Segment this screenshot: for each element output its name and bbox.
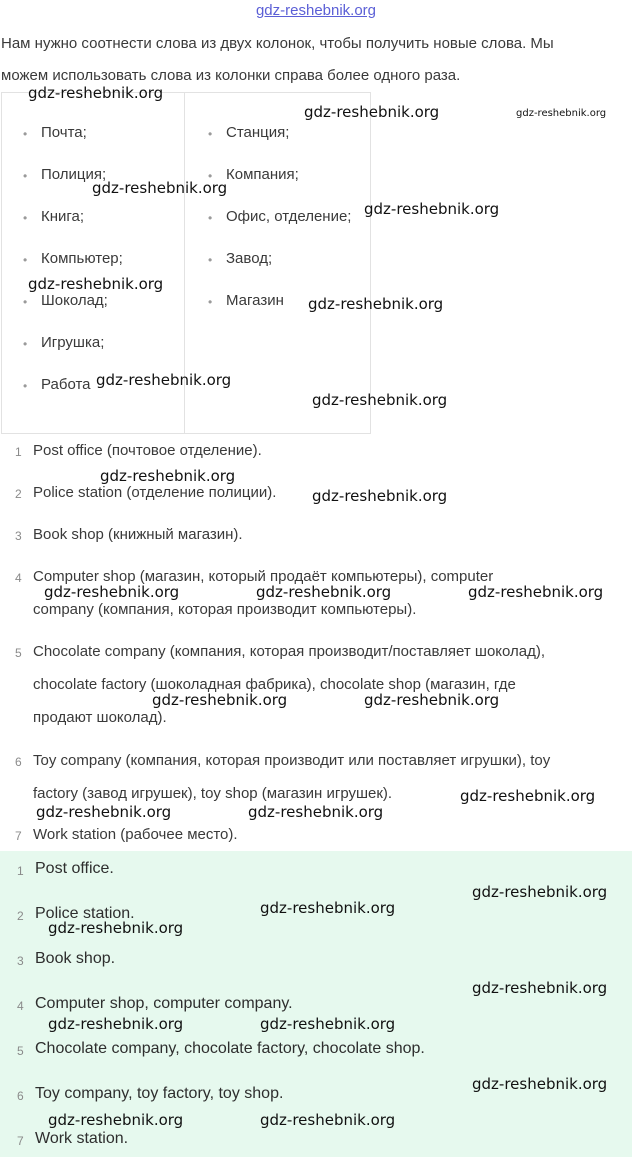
table-right-item: Компания;	[226, 166, 299, 183]
explanation-number: 5	[15, 646, 22, 660]
watermark: gdz-reshebnik.org	[312, 487, 448, 505]
watermark: gdz-reshebnik.org	[92, 179, 228, 197]
answer-number: 6	[17, 1089, 24, 1103]
watermark: gdz-reshebnik.org	[516, 108, 607, 119]
answer-number: 4	[17, 999, 24, 1013]
answer-7: Work station.	[35, 1130, 129, 1147]
bullet-icon: •	[23, 211, 28, 225]
watermark: gdz-reshebnik.org	[304, 103, 440, 121]
table-left-item: Компьютер;	[41, 250, 123, 267]
explanation-number: 2	[15, 487, 22, 501]
answer-6: Toy company, toy factory, toy shop.	[35, 1085, 284, 1102]
explanation-number: 3	[15, 529, 22, 543]
explanation-4-line-2: company (компания, которая производит компьютеры).	[33, 601, 417, 618]
watermark: gdz-reshebnik.org	[260, 1111, 396, 1129]
explanation-7: Work station (рабочее место).	[33, 826, 238, 843]
watermark: gdz-reshebnik.org	[152, 691, 288, 709]
watermark: gdz-reshebnik.org	[44, 583, 180, 601]
table-right-item: Завод;	[226, 250, 273, 267]
watermark: gdz-reshebnik.org	[36, 803, 172, 821]
watermark: gdz-reshebnik.org	[28, 84, 164, 102]
bullet-icon: •	[208, 211, 213, 225]
watermark: gdz-reshebnik.org	[48, 1111, 184, 1129]
bullet-icon: •	[208, 169, 213, 183]
answer-number: 3	[17, 954, 24, 968]
table-left-item: Игрушка;	[41, 334, 105, 351]
watermark: gdz-reshebnik.org	[364, 691, 500, 709]
watermark: gdz-reshebnik.org	[248, 803, 384, 821]
table-left-item: Работа	[41, 376, 91, 393]
table-left-item: Книга;	[41, 208, 85, 225]
explanation-5-line-2: chocolate factory (шоколадная фабрика), chocolate shop (магазин, где	[33, 676, 516, 693]
explanation-number: 6	[15, 755, 22, 769]
explanation-5-line-3: продают шоколад).	[33, 709, 167, 726]
table-right-item: Магазин	[226, 292, 284, 309]
watermark: gdz-reshebnik.org	[256, 583, 392, 601]
explanation-number: 1	[15, 445, 22, 459]
table-left-item: Полиция;	[41, 166, 107, 183]
watermark: gdz-reshebnik.org	[28, 275, 164, 293]
watermark: gdz-reshebnik.org	[312, 391, 448, 409]
explanation-6-line-2: factory (завод игрушек), toy shop (магазин игрушек).	[33, 785, 393, 802]
table-left-item: Шоколад;	[41, 292, 108, 309]
bullet-icon: •	[23, 169, 28, 183]
watermark: gdz-reshebnik.org	[364, 200, 500, 218]
explanation-1: Post office (почтовое отделение).	[33, 442, 262, 459]
watermark: gdz-reshebnik.org	[472, 1075, 608, 1093]
explanation-number: 7	[15, 829, 22, 843]
explanation-3: Book shop (книжный магазин).	[33, 526, 243, 543]
answer-3: Book shop.	[35, 950, 116, 967]
bullet-icon: •	[23, 337, 28, 351]
site-header-link[interactable]: gdz-reshebnik.org	[255, 2, 377, 19]
watermark: gdz-reshebnik.org	[100, 467, 236, 485]
bullet-icon: •	[23, 295, 28, 309]
watermark: gdz-reshebnik.org	[308, 295, 444, 313]
table-right-item: Офис, отделение;	[226, 208, 352, 225]
watermark: gdz-reshebnik.org	[260, 899, 396, 917]
watermark: gdz-reshebnik.org	[472, 883, 608, 901]
bullet-icon: •	[208, 127, 213, 141]
answer-4: Computer shop, computer company.	[35, 995, 293, 1012]
table-left-item: Почта;	[41, 124, 87, 141]
watermark: gdz-reshebnik.org	[468, 583, 604, 601]
answer-5: Chocolate company, chocolate factory, chocolate shop.	[35, 1040, 425, 1057]
answer-2: Police station.	[35, 905, 135, 922]
watermark: gdz-reshebnik.org	[460, 787, 596, 805]
answer-number: 2	[17, 909, 24, 923]
answer-number: 7	[17, 1134, 24, 1148]
answer-number: 5	[17, 1044, 24, 1058]
intro-line-1: Нам нужно соотнести слова из двух колонок, чтобы получить новые слова. Мы	[1, 35, 554, 52]
bullet-icon: •	[23, 127, 28, 141]
intro-line-2: можем использовать слова из колонки справа более одного раза.	[1, 67, 461, 84]
answer-1: Post office.	[35, 860, 114, 877]
watermark: gdz-reshebnik.org	[96, 371, 232, 389]
bullet-icon: •	[23, 253, 28, 267]
explanation-6-line-1: Toy company (компания, которая производит или поставляет игрушки), toy	[33, 752, 551, 769]
explanation-4-line-1: Computer shop (магазин, который продаёт компьютеры), computer	[33, 568, 494, 585]
bullet-icon: •	[208, 253, 213, 267]
bullet-icon: •	[208, 295, 213, 309]
table-right-item: Станция;	[226, 124, 290, 141]
explanation-5-line-1: Chocolate company (компания, которая производит/поставляет шоколад),	[33, 643, 546, 660]
answer-number: 1	[17, 864, 24, 878]
bullet-icon: •	[23, 379, 28, 393]
explanation-2: Police station (отделение полиции).	[33, 484, 277, 501]
watermark: gdz-reshebnik.org	[472, 979, 608, 997]
explanation-number: 4	[15, 571, 22, 585]
watermark: gdz-reshebnik.org	[260, 1015, 396, 1033]
watermark: gdz-reshebnik.org	[48, 1015, 184, 1033]
watermark: gdz-reshebnik.org	[48, 919, 184, 937]
